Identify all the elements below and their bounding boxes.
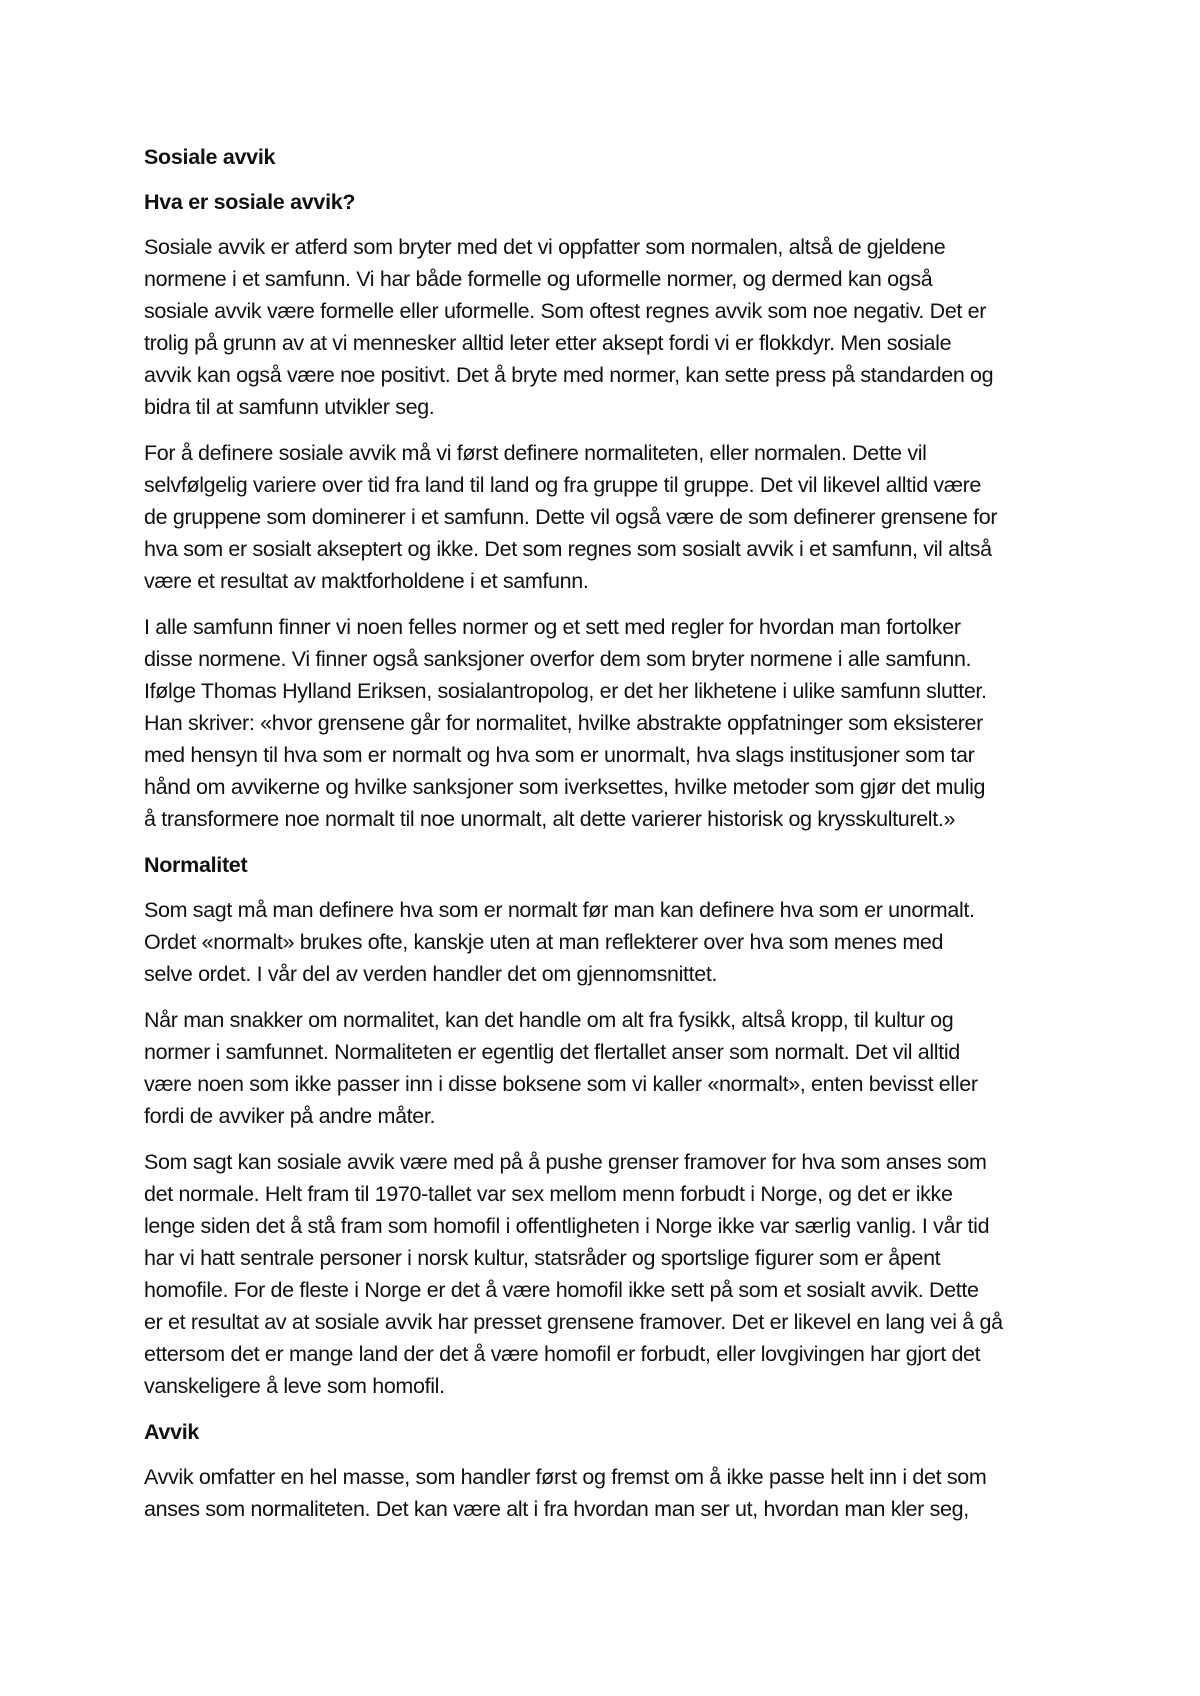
paragraph-line: normene i et samfunn. Vi har både formelle og uformelle normer, og dermed kan også [144, 267, 933, 291]
body-paragraph [144, 1461, 1064, 1525]
document-body [144, 186, 1064, 1525]
paragraph-line: har vi hatt sentrale personer i norsk kultur, statsråder og sportslige figurer som er åpent [144, 1246, 941, 1270]
paragraph-line: selvfølgelig variere over tid fra land til land og fra gruppe til gruppe. Det vil likevel alltid være [144, 473, 982, 497]
paragraph-line: I alle samfunn finner vi noen felles normer og et sett med regler for hvordan man fortolker [144, 615, 961, 639]
paragraph-line: fordi de avviker på andre måter. [144, 1104, 436, 1128]
body-paragraph [144, 894, 1064, 990]
paragraph-line: det normale. Helt fram til 1970-tallet var sex mellom menn forbudt i Norge, og det er ikke [144, 1182, 953, 1206]
paragraph-line: er et resultat av at sosiale avvik har presset grensene framover. Det er likevel en lang vei å gå [144, 1310, 1003, 1334]
body-paragraph [144, 437, 1064, 597]
paragraph-line: disse normene. Vi finner også sanksjoner overfor dem som bryter normene i alle samfunn. [144, 647, 972, 671]
paragraph-line: Sosiale avvik er atferd som bryter med det vi oppfatter som normalen, altså de gjeldene [144, 235, 946, 259]
paragraph-line: anses som normaliteten. Det kan være alt i fra hvordan man ser ut, hvordan man kler seg, [144, 1497, 969, 1521]
paragraph-line: avvik kan også være noe positivt. Det å bryte med normer, kan sette press på standarden og [144, 363, 994, 387]
paragraph-line: sosiale avvik være formelle eller uformelle. Som oftest regnes avvik som noe negativ. Det er [144, 299, 987, 323]
paragraph-line: å transformere noe normalt til noe unormalt, alt dette varierer historisk og krysskulturelt.» [144, 807, 956, 831]
body-paragraph [144, 231, 1064, 423]
paragraph-line: Når man snakker om normalitet, kan det handle om alt fra fysikk, altså kropp, til kultur og [144, 1008, 954, 1032]
body-paragraph [144, 611, 1064, 835]
section-heading: Avvik [144, 1420, 200, 1444]
paragraph-line: trolig på grunn av at vi mennesker alltid leter etter aksept fordi vi er flokkdyr. Men sosiale [144, 331, 952, 355]
paragraph-line: selve ordet. I vår del av verden handler det om gjennomsnittet. [144, 962, 718, 986]
section-heading: Hva er sosiale avvik? [144, 190, 356, 214]
paragraph-line: hva som er sosialt akseptert og ikke. Det som regnes som sosialt avvik i et samfunn, vil altså [144, 537, 992, 561]
paragraph-line: være et resultat av maktforholdene i et samfunn. [144, 569, 589, 593]
paragraph-line: vanskeligere å leve som homofil. [144, 1374, 445, 1398]
paragraph-line: Avvik omfatter en hel masse, som handler først og fremst om å ikke passe helt inn i det som [144, 1465, 987, 1489]
paragraph-line: Ifølge Thomas Hylland Eriksen, sosialantropolog, er det her likhetene i ulike samfunn slutter. [144, 679, 987, 703]
paragraph-line: For å definere sosiale avvik må vi først definere normaliteten, eller normalen. Dette vil [144, 441, 927, 465]
paragraph-line: homofile. For de fleste i Norge er det å være homofil ikke sett på som et sosialt avvik. Dette [144, 1278, 979, 1302]
paragraph-line: normer i samfunnet. Normaliteten er egentlig det flertallet anser som normalt. Det vil alltid [144, 1040, 960, 1064]
paragraph-line: bidra til at samfunn utvikler seg. [144, 395, 435, 419]
paragraph-line: hånd om avvikerne og hvilke sanksjoner som iverksettes, hvilke metoder som gjør det mulig [144, 775, 986, 799]
paragraph-line: ettersom det er mange land der det å være homofil er forbudt, eller lovgivingen har gjort det [144, 1342, 981, 1366]
section-heading: Normalitet [144, 853, 248, 877]
paragraph-line: Som sagt må man definere hva som er normalt før man kan definere hva som er unormalt. [144, 898, 975, 922]
paragraph-line: Han skriver: «hvor grensene går for normalitet, hvilke abstrakte oppfatninger som eksisterer [144, 711, 983, 735]
paragraph-line: de gruppene som dominerer i et samfunn. Dette vil også være de som definerer grensene for [144, 505, 998, 529]
body-paragraph [144, 1004, 1064, 1132]
body-paragraph [144, 1146, 1064, 1402]
paragraph-line: være noen som ikke passer inn i disse boksene som vi kaller «normalt», enten bevisst eller [144, 1072, 978, 1096]
paragraph-line: Som sagt kan sosiale avvik være med på å pushe grenser framover for hva som anses som [144, 1150, 987, 1174]
paragraph-line: lenge siden det å stå fram som homofil i offentligheten i Norge ikke var særlig vanlig. I vår tid [144, 1214, 990, 1238]
document-page [144, 141, 1064, 1539]
paragraph-line: Ordet «normalt» brukes ofte, kanskje uten at man reflekterer over hva som menes med [144, 930, 944, 954]
document-title: Sosiale avvik [144, 145, 276, 169]
paragraph-line: med hensyn til hva som er normalt og hva som er unormalt, hva slags institusjoner som tar [144, 743, 975, 767]
